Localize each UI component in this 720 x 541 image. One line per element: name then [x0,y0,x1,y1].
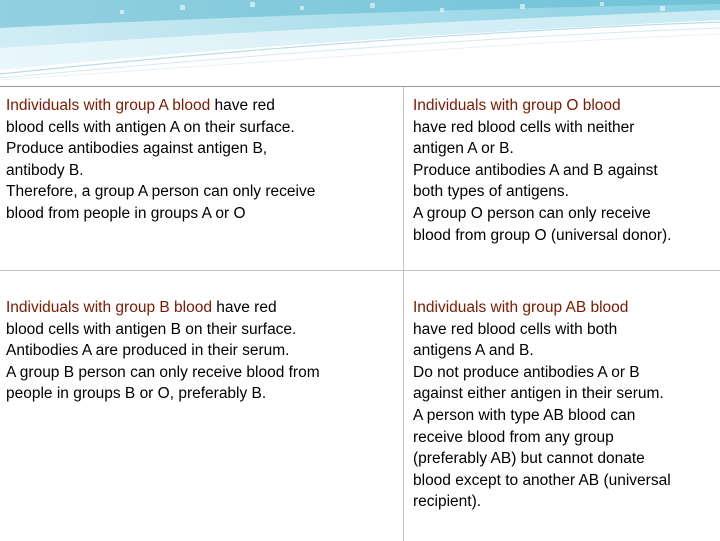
group-a-heading-rest: have red [210,97,275,114]
group-a-first-line [6,95,390,117]
cell-group-ab [413,297,718,513]
group-o-line: Produce antibodies A and B against [413,161,658,179]
group-a-line: Produce antibodies against antigen B, [6,140,268,158]
group-o-line: have red blood cells with neither [413,118,635,136]
group-b-line: people in groups B or O, preferably B. [6,385,267,403]
group-b-line: blood cells with antigen B on their surface. [6,320,297,338]
group-ab-line: (preferably AB) but cannot donate [413,450,645,468]
group-a-line: blood from people in groups A or O [6,204,246,222]
group-ab-line: antigens A and B. [413,342,534,360]
group-b-heading-rest: have red [211,299,277,316]
group-ab-line: recipient). [413,493,482,511]
cell-group-b [6,297,390,405]
group-b-first-line [6,297,390,319]
group-a-line: blood cells with antigen A on their surface. [6,118,295,136]
group-a-line: antibody B. [6,161,84,179]
group-b-line: A group B person can only receive blood from [6,363,320,381]
group-b-heading: Individuals with group B blood [6,299,212,316]
group-ab-line: A person with type AB blood can [413,406,636,424]
group-ab-heading: Individuals with group AB blood [413,299,629,316]
group-o-line: blood from group O (universal donor). [413,226,672,244]
group-ab-line: against either antigen in their serum. [413,385,664,403]
group-ab-line: have red blood cells with both [413,320,618,338]
group-ab-line: blood except to another AB (universal [413,471,671,489]
blood-group-table [0,86,720,541]
group-b-line: Antibodies A are produced in their serum. [6,342,290,360]
top-decorative-banner [0,0,720,80]
row-divider [0,270,720,271]
group-o-line: A group O person can only receive [413,204,651,222]
column-divider [403,87,404,541]
cell-group-a [6,95,390,225]
group-ab-line: receive blood from any group [413,428,614,446]
group-a-heading: Individuals with group A blood [6,97,211,114]
group-o-heading: Individuals with group O blood [413,97,621,114]
cell-group-o [413,95,718,246]
group-o-line: antigen A or B. [413,140,514,158]
group-a-line: Therefore, a group A person can only receive [6,183,316,201]
group-ab-line: Do not produce antibodies A or B [413,363,640,381]
group-o-line: both types of antigens. [413,183,569,201]
